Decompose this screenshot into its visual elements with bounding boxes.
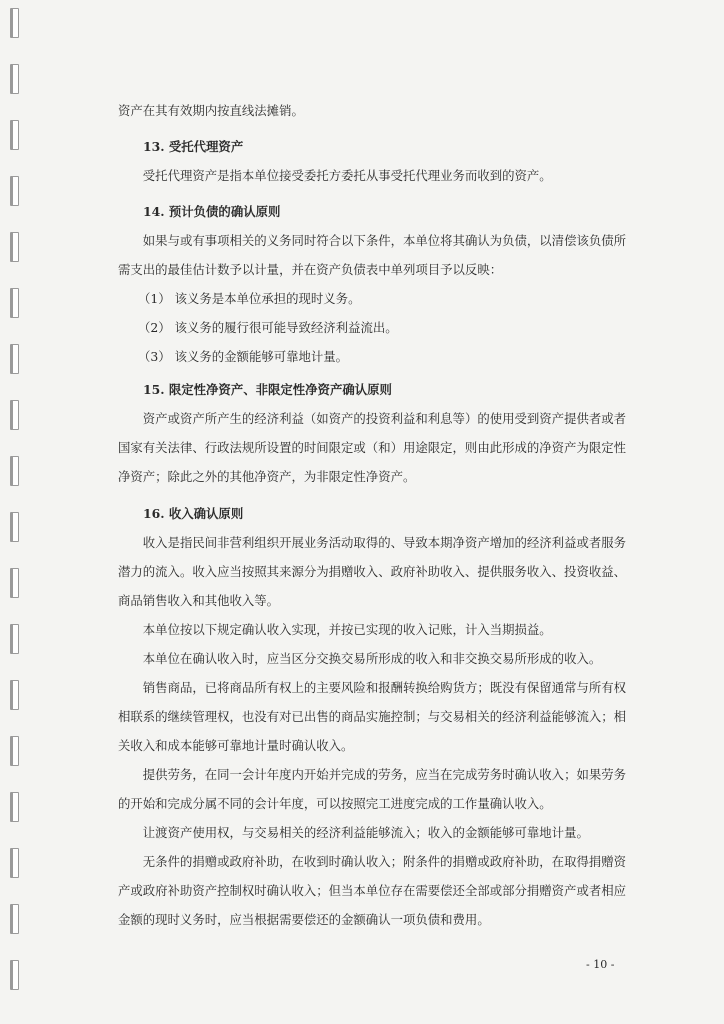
list-item: （1） 该义务是本单位承担的现时义务。 [138,291,361,306]
binder-hole-icon [10,8,19,38]
binder-hole-icon [10,848,19,878]
binder-hole-icon [10,680,19,710]
section-heading-15: 15. 限定性净资产、非限定性净资产确认原则 [143,382,392,397]
paragraph: 无条件的捐赠或政府补助，在收到时确认收入；附条件的捐赠或政府补助，在取得捐赠资产或政府补助资产控制权时确认收入；但当本单位存在需要偿还全部或部分捐赠资产或者相应金额的现时义务时，应当根据需要偿还的金额确认一项负债和费用。 [118,854,627,927]
binder-hole-icon [10,568,19,598]
paragraph: 销售商品，已将商品所有权上的主要风险和报酬转换给购货方；既没有保留通常与所有权相联系的继续管理权，也没有对已出售的商品实施控制；与交易相关的经济利益能够流入；相关收入和成本能够可靠地计量时确认收入。 [118,680,627,753]
section-heading-14: 14. 预计负债的确认原则 [143,204,281,219]
binder-strip [0,0,40,1024]
paragraph: 收入是指民间非营利组织开展业务活动取得的、导致本期净资产增加的经济利益或者服务潜力的流入。收入应当按照其来源分为捐赠收入、政府补助收入、提供服务收入、投资收益、商品销售收入和其他收入等。 [118,535,627,608]
paragraph: 本单位在确认收入时，应当区分交换交易所形成的收入和非交换交易所形成的收入。 [142,651,602,666]
paragraph-continuation: 资产在其有效期内按直线法摊销。 [118,103,304,118]
binder-hole-icon [10,736,19,766]
section-heading-13: 13. 受托代理资产 [143,139,244,154]
paragraph: 受托代理资产是指本单位接受委托方委托从事受托代理业务而收到的资产。 [142,168,552,183]
paragraph: 资产或资产所产生的经济利益（如资产的投资利益和利息等）的使用受到资产提供者或者国家有关法律、行政法规所设置的时间限定或（和）用途限定，则由此形成的净资产为限定性净资产；除此之外的其他净资产，为非限定性净资产。 [118,411,627,484]
paragraph: 提供劳务，在同一会计年度内开始并完成的劳务，应当在完成劳务时确认收入；如果劳务的开始和完成分属不同的会计年度，可以按照完工进度完成的工作量确认收入。 [118,767,627,811]
document-body [118,96,634,934]
binder-hole-icon [10,344,19,374]
page-number: - 10 - [586,958,615,971]
binder-hole-icon [10,120,19,150]
binder-hole-icon [10,624,19,654]
binder-hole-icon [10,176,19,206]
paragraph: 如果与或有事项相关的义务同时符合以下条件，本单位将其确认为负债，以清偿该负债所需支出的最佳估计数予以计量，并在资产负债表中单列项目予以反映： [118,233,627,277]
binder-hole-icon [10,456,19,486]
binder-hole-icon [10,400,19,430]
list-item: （2） 该义务的履行很可能导致经济利益流出。 [138,320,398,335]
paragraph: 让渡资产使用权，与交易相关的经济利益能够流入；收入的金额能够可靠地计量。 [142,825,589,840]
binder-hole-icon [10,64,19,94]
section-heading-16: 16. 收入确认原则 [143,506,244,521]
binder-hole-icon [10,904,19,934]
binder-hole-icon [10,512,19,542]
list-item: （3） 该义务的金额能够可靠地计量。 [138,349,349,364]
binder-hole-icon [10,232,19,262]
binder-hole-icon [10,288,19,318]
binder-hole-icon [10,792,19,822]
binder-hole-icon [10,960,19,990]
paragraph: 本单位按以下规定确认收入实现，并按已实现的收入记账，计入当期损益。 [142,622,552,637]
